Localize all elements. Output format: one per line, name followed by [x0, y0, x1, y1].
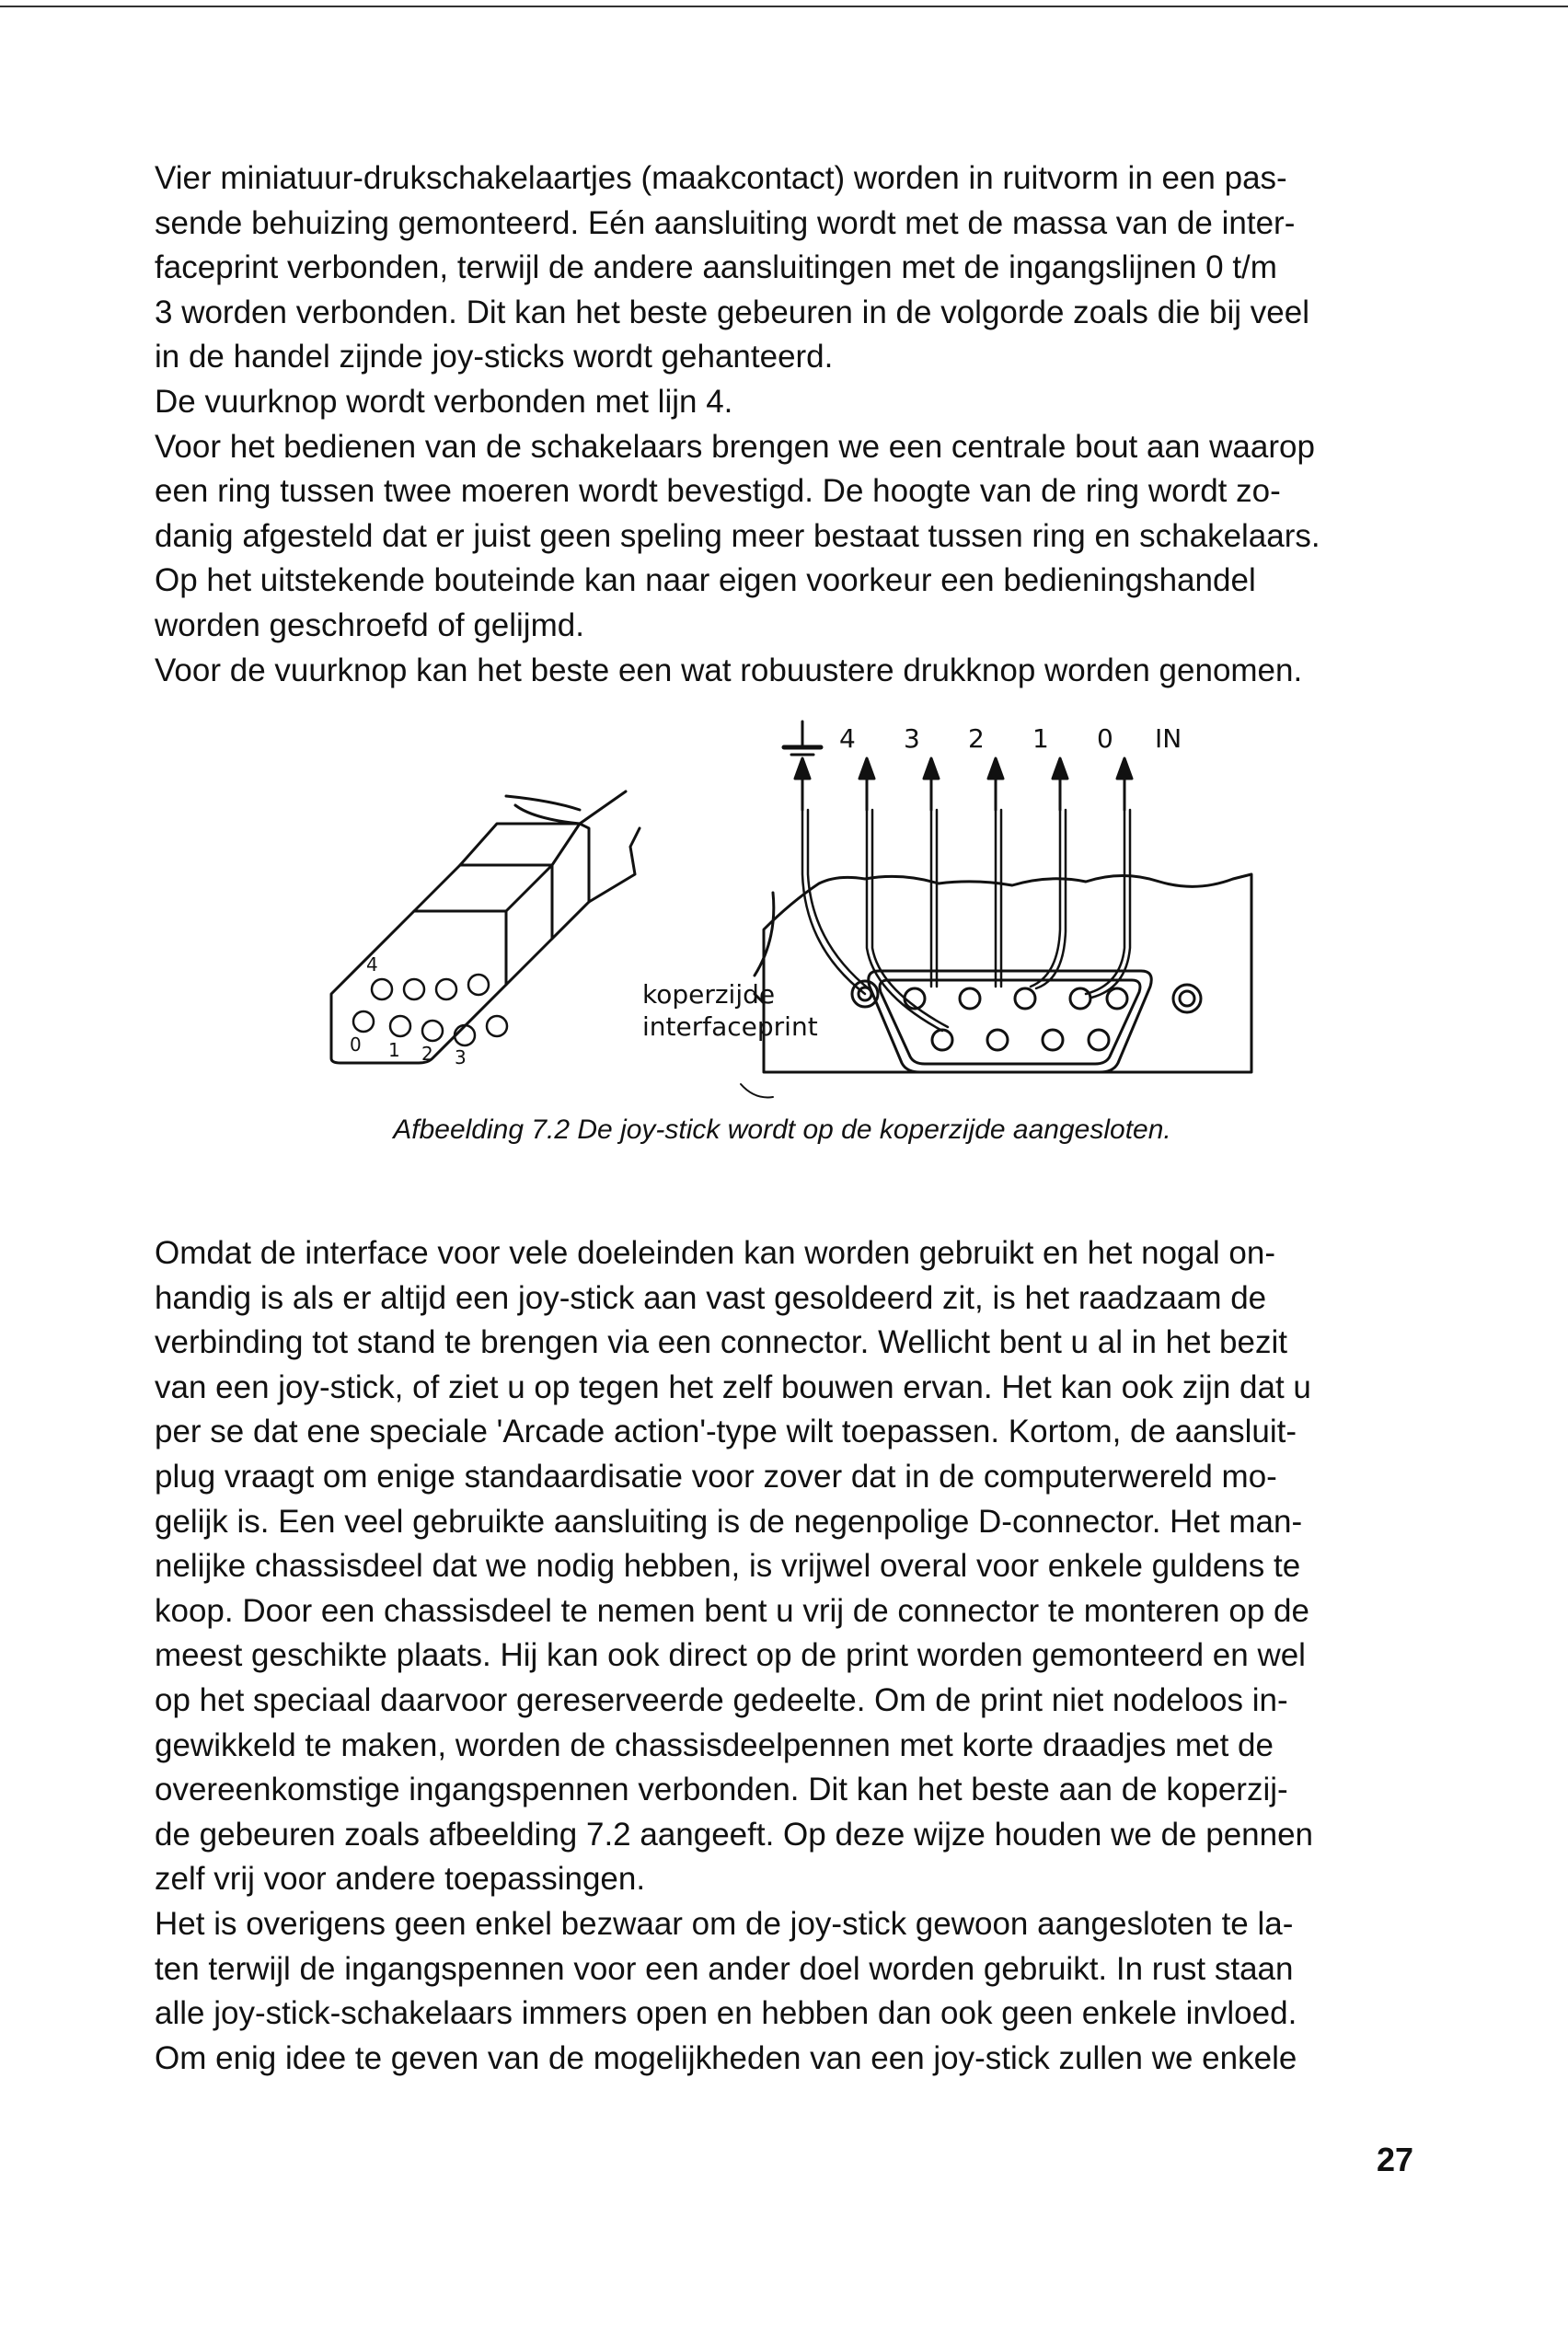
- figure-label-4: 4: [839, 723, 856, 754]
- ground-symbol-icon: [784, 722, 821, 755]
- text-line: gelijk is. Een veel gebruikte aansluiting is de negenpolige D-connector. Het man-: [155, 1503, 1303, 1540]
- text-line: 3 worden verbonden. Dit kan het beste gebeuren in de volgorde zoals die bij veel: [155, 294, 1309, 330]
- text-line: Op het uitstekende bouteinde kan naar eigen voorkeur een bedieningshandel: [155, 562, 1256, 599]
- page-number: 27: [1376, 2141, 1413, 2178]
- text-line: op het speciaal daarvoor gereserveerde gedeelte. Om de print niet nodeloos in-: [155, 1681, 1288, 1718]
- text-line: handig is als er altijd een joy-stick aan vast gesoldeerd zit, is het raadzaam de: [155, 1279, 1267, 1316]
- text-line: plug vraagt om enige standaardisatie voor zover dat in de computerwereld mo-: [155, 1458, 1277, 1495]
- text-line: sende behuizing gemonteerd. Eén aansluiting wordt met de massa van de inter-: [155, 204, 1296, 241]
- text-line: Voor de vuurknop kan het beste een wat robuustere drukknop worden genomen.: [155, 652, 1303, 688]
- text-line: koop. Door een chassisdeel te nemen bent u vrij de connector te monteren op de: [155, 1592, 1309, 1629]
- text-line: De vuurknop wordt verbonden met lijn 4.: [155, 383, 733, 420]
- text-line: de gebeuren zoals afbeelding 7.2 aangeeft. Op deze wijze houden we de pennen: [155, 1816, 1314, 1853]
- joystick-plug: [331, 791, 640, 1063]
- text-line: Om enig idee te geven van de mogelijkheden van een joy-stick zullen we enkele: [155, 2039, 1297, 2076]
- figure-label-interfaceprint: interfaceprint: [642, 1011, 818, 1042]
- text-line: verbinding tot stand te brengen via een connector. Wellicht bent u al in het bezit: [155, 1324, 1287, 1361]
- figure-label-3: 3: [904, 723, 920, 754]
- text-line: Vier miniatuur-drukschakelaartjes (maakcontact) worden in ruitvorm in een pas-: [155, 160, 1287, 196]
- text-line: van een joy-stick, of ziet u op tegen het zelf bouwen ervan. Het kan ook zijn dat u: [155, 1368, 1311, 1405]
- text-line: in de handel zijnde joy-sticks wordt gehanteerd.: [155, 339, 834, 375]
- plug-pin-label: 1: [388, 1039, 400, 1061]
- plug-pins: [353, 975, 507, 1045]
- text-line: zelf vrij voor andere toepassingen.: [155, 1861, 646, 1898]
- paragraph-block-2: [155, 1231, 1419, 2081]
- text-line: Het is overigens geen enkel bezwaar om de joy-stick gewoon aangesloten te la-: [155, 1905, 1294, 1942]
- text-line: Omdat de interface voor vele doeleinden kan worden gebruikt en het nogal on-: [155, 1235, 1276, 1271]
- text-line: een ring tussen twee moeren wordt bevestigd. De hoogte van de ring wordt zo-: [155, 473, 1281, 510]
- text-line: overeenkomstige ingangspennen verbonden. Dit kan het beste aan de koperzij-: [155, 1772, 1288, 1808]
- figure-caption: Afbeelding 7.2 De joy-stick wordt op de koperzijde aangesloten.: [393, 1114, 1171, 1145]
- arrow-group: [795, 758, 1132, 810]
- text-line: faceprint verbonden, terwijl de andere aansluitingen met de ingangslijnen 0 t/m: [155, 249, 1277, 286]
- figure-label-0: 0: [1097, 723, 1113, 754]
- paragraph-block-1: [155, 156, 1419, 693]
- text-line: meest geschikte plaats. Hij kan ook direct op de print worden gemonteerd en wel: [155, 1637, 1306, 1674]
- text-line: nelijke chassisdeel dat we nodig hebben, is vrijwel overal voor enkele guldens te: [155, 1548, 1301, 1585]
- plug-pin-label: 4: [366, 953, 378, 976]
- plug-pin-label: 0: [350, 1033, 362, 1056]
- figure-label-in: IN: [1155, 723, 1182, 754]
- plug-pin-label: 3: [455, 1046, 467, 1068]
- plug-pin-label: 2: [421, 1043, 433, 1065]
- text-line: worden geschroefd of gelijmd.: [155, 606, 584, 643]
- figure-label-1: 1: [1032, 723, 1049, 754]
- joystick-connector-figure: [276, 718, 1288, 1114]
- text-line: danig afgesteld dat er juist geen speling meer bestaat tussen ring en schakelaars.: [155, 517, 1320, 554]
- text-line: alle joy-stick-schakelaars immers open en hebben dan ook geen enkele invloed.: [155, 1995, 1297, 2032]
- text-line: per se dat ene speciale 'Arcade action'-type wilt toepassen. Kortom, de aansluit-: [155, 1414, 1297, 1450]
- text-line: Voor het bedienen van de schakelaars brengen we een centrale bout aan waarop: [155, 428, 1315, 465]
- top-rule: [0, 6, 1568, 7]
- figure-label-koperzijde: koperzijde: [642, 979, 776, 1010]
- text-line: gewikkeld te maken, worden de chassisdeelpennen met korte draadjes met de: [155, 1726, 1274, 1763]
- figure-drawing: [276, 718, 1288, 1114]
- text-line: ten terwijl de ingangspennen voor een ander doel worden gebruikt. In rust staan: [155, 1950, 1294, 1987]
- figure-label-2: 2: [968, 723, 985, 754]
